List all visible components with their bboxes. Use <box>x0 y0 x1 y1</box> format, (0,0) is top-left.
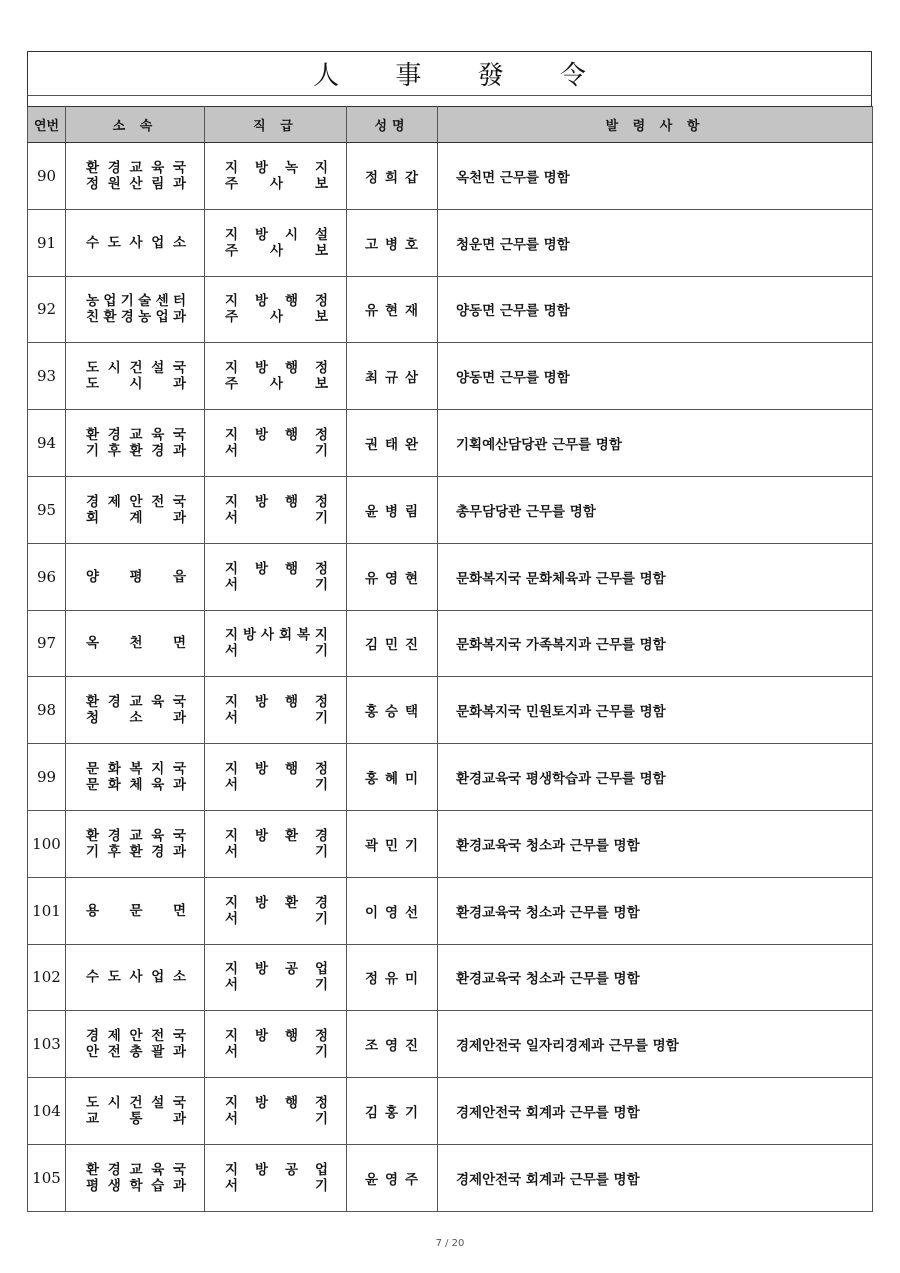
personnel-order-sheet <box>27 51 872 1212</box>
cell-dept-line: 환 경 교 육 국 <box>86 694 186 711</box>
cell-grade-line: 지 방 녹 지 <box>225 159 328 176</box>
cell-grade-line: 주 사 보 <box>225 242 328 259</box>
cell-no: 90 <box>28 143 66 210</box>
cell-dept-line: 도 시 건 설 국 <box>86 1095 186 1112</box>
cell-dept-line: 교 통 과 <box>86 1111 186 1128</box>
cell-grade-line: 지 방 환 경 <box>225 894 328 911</box>
cell-grade-line: 지 방 공 업 <box>225 1161 328 1178</box>
cell-order: 문화복지국 민원토지과 근무를 명함 <box>438 677 873 744</box>
cell-grade-line: 서 기 <box>225 843 328 860</box>
cell-no: 95 <box>28 476 66 543</box>
cell-order: 환경교육국 청소과 근무를 명함 <box>438 877 873 944</box>
cell-dept <box>66 1144 205 1211</box>
cell-grade <box>205 677 347 744</box>
cell-order: 경제안전국 일자리경제과 근무를 명함 <box>438 1011 873 1078</box>
cell-dept-line: 청 소 과 <box>86 710 186 727</box>
table-row <box>28 476 873 543</box>
cell-no: 102 <box>28 944 66 1011</box>
cell-dept-line: 기 후 환 경 과 <box>86 843 186 860</box>
cell-dept <box>66 143 205 210</box>
cell-dept-line: 기 후 환 경 과 <box>86 443 186 460</box>
cell-dept-line: 환 경 교 육 국 <box>86 827 186 844</box>
cell-name: 김홍기 <box>347 1078 438 1145</box>
cell-grade <box>205 343 347 410</box>
table-row <box>28 209 873 276</box>
cell-grade-line: 주 사 보 <box>225 376 328 393</box>
title-box <box>27 51 872 96</box>
cell-grade-line: 서 기 <box>225 576 328 593</box>
cell-dept-line: 정 원 산 림 과 <box>86 175 186 192</box>
table-row <box>28 944 873 1011</box>
table-row <box>28 143 873 210</box>
cell-no: 96 <box>28 543 66 610</box>
cell-no: 105 <box>28 1144 66 1211</box>
cell-grade-line: 지 방 행 정 <box>225 1095 328 1112</box>
cell-name: 정유미 <box>347 944 438 1011</box>
document-title: 人 事 發 令 <box>313 61 610 91</box>
cell-name: 고병호 <box>347 209 438 276</box>
cell-order: 기획예산담당관 근무를 명함 <box>438 410 873 477</box>
cell-name: 홍혜미 <box>347 744 438 811</box>
cell-dept-line: 수 도 사 업 소 <box>86 234 186 251</box>
cell-order: 환경교육국 평생학습과 근무를 명함 <box>438 744 873 811</box>
cell-dept <box>66 877 205 944</box>
cell-grade-line: 지 방 시 설 <box>225 226 328 243</box>
cell-order: 환경교육국 청소과 근무를 명함 <box>438 944 873 1011</box>
cell-grade <box>205 944 347 1011</box>
cell-name: 홍승택 <box>347 677 438 744</box>
cell-no: 98 <box>28 677 66 744</box>
cell-grade-line: 서 기 <box>225 777 328 794</box>
cell-dept-line: 도 시 과 <box>86 376 186 393</box>
cell-grade <box>205 1078 347 1145</box>
cell-dept-line: 농 업 기 술 센 터 <box>86 293 186 310</box>
cell-dept-line: 경 제 안 전 국 <box>86 493 186 510</box>
cell-grade <box>205 209 347 276</box>
table-row <box>28 877 873 944</box>
cell-grade <box>205 810 347 877</box>
cell-dept-line: 수 도 사 업 소 <box>86 969 186 986</box>
cell-grade <box>205 143 347 210</box>
cell-dept-line: 경 제 안 전 국 <box>86 1028 186 1045</box>
cell-dept-line: 환 경 교 육 국 <box>86 159 186 176</box>
cell-no: 94 <box>28 410 66 477</box>
table-row <box>28 1078 873 1145</box>
cell-dept <box>66 1011 205 1078</box>
cell-order: 총무담당관 근무를 명함 <box>438 476 873 543</box>
cell-order: 문화복지국 문화체육과 근무를 명함 <box>438 543 873 610</box>
header-grade: 직 급 <box>205 107 347 143</box>
cell-name: 이영선 <box>347 877 438 944</box>
cell-grade-line: 지 방 행 정 <box>225 694 328 711</box>
header-dept: 소 속 <box>66 107 205 143</box>
cell-dept <box>66 677 205 744</box>
cell-dept-line: 양 평 읍 <box>86 568 186 585</box>
cell-grade-line: 지 방 행 정 <box>225 1028 328 1045</box>
cell-dept-line: 도 시 건 설 국 <box>86 360 186 377</box>
cell-name: 정희갑 <box>347 143 438 210</box>
cell-name: 유현재 <box>347 276 438 343</box>
table-row <box>28 276 873 343</box>
cell-grade <box>205 543 347 610</box>
cell-grade <box>205 610 347 677</box>
table-row <box>28 744 873 811</box>
cell-no: 104 <box>28 1078 66 1145</box>
cell-dept <box>66 276 205 343</box>
header-order: 발 령 사 항 <box>438 107 873 143</box>
cell-order: 청운면 근무를 명함 <box>438 209 873 276</box>
cell-no: 92 <box>28 276 66 343</box>
cell-name: 곽민기 <box>347 810 438 877</box>
cell-no: 99 <box>28 744 66 811</box>
cell-name: 최규삼 <box>347 343 438 410</box>
cell-grade-line: 서 기 <box>225 910 328 927</box>
cell-dept-line: 환 경 교 육 국 <box>86 427 186 444</box>
cell-dept <box>66 810 205 877</box>
cell-grade-line: 지 방 행 정 <box>225 493 328 510</box>
spacer-row <box>27 96 872 106</box>
cell-no: 97 <box>28 610 66 677</box>
cell-grade <box>205 1144 347 1211</box>
cell-grade <box>205 744 347 811</box>
cell-dept-line: 친 환 경 농 업 과 <box>86 309 186 326</box>
cell-dept-line: 문 화 체 육 과 <box>86 777 186 794</box>
cell-dept-line: 옥 천 면 <box>86 635 186 652</box>
cell-dept <box>66 343 205 410</box>
cell-dept-line: 안 전 총 괄 과 <box>86 1044 186 1061</box>
cell-grade <box>205 410 347 477</box>
cell-grade-line: 지 방 행 정 <box>225 761 328 778</box>
cell-dept <box>66 476 205 543</box>
cell-dept-line: 회 계 과 <box>86 509 186 526</box>
cell-grade <box>205 877 347 944</box>
cell-dept-line: 문 화 복 지 국 <box>86 761 186 778</box>
cell-dept <box>66 410 205 477</box>
cell-grade-line: 서 기 <box>225 443 328 460</box>
cell-grade <box>205 476 347 543</box>
cell-order: 문화복지국 가족복지과 근무를 명함 <box>438 610 873 677</box>
header-no: 연번 <box>28 107 66 143</box>
cell-order: 양동면 근무를 명함 <box>438 276 873 343</box>
cell-grade-line: 서 기 <box>225 643 328 660</box>
cell-grade-line: 서 기 <box>225 1177 328 1194</box>
cell-no: 93 <box>28 343 66 410</box>
cell-name: 김민진 <box>347 610 438 677</box>
table-header-row <box>28 107 873 143</box>
cell-grade-line: 지 방 행 정 <box>225 427 328 444</box>
cell-order: 경제안전국 회계과 근무를 명함 <box>438 1144 873 1211</box>
table-row <box>28 343 873 410</box>
cell-grade-line: 서 기 <box>225 710 328 727</box>
cell-dept <box>66 944 205 1011</box>
cell-grade-line: 서 기 <box>225 977 328 994</box>
table-row <box>28 1011 873 1078</box>
table-row <box>28 410 873 477</box>
cell-grade-line: 지 방 사 회 복 지 <box>225 627 328 644</box>
cell-grade-line: 주 사 보 <box>225 309 328 326</box>
cell-name: 윤병림 <box>347 476 438 543</box>
cell-dept <box>66 543 205 610</box>
cell-no: 91 <box>28 209 66 276</box>
cell-order: 경제안전국 회계과 근무를 명함 <box>438 1078 873 1145</box>
cell-order: 환경교육국 청소과 근무를 명함 <box>438 810 873 877</box>
cell-name: 유영현 <box>347 543 438 610</box>
cell-grade <box>205 276 347 343</box>
cell-name: 권태완 <box>347 410 438 477</box>
cell-grade-line: 서 기 <box>225 509 328 526</box>
cell-grade-line: 지 방 행 정 <box>225 293 328 310</box>
cell-grade-line: 주 사 보 <box>225 175 328 192</box>
header-name: 성명 <box>347 107 438 143</box>
cell-order: 양동면 근무를 명함 <box>438 343 873 410</box>
cell-name: 조영진 <box>347 1011 438 1078</box>
cell-dept <box>66 1078 205 1145</box>
cell-dept-line: 용 문 면 <box>86 902 186 919</box>
cell-no: 103 <box>28 1011 66 1078</box>
cell-grade-line: 지 방 공 업 <box>225 961 328 978</box>
table-row <box>28 610 873 677</box>
cell-dept <box>66 610 205 677</box>
cell-grade-line: 서 기 <box>225 1111 328 1128</box>
cell-grade-line: 지 방 행 정 <box>225 560 328 577</box>
cell-name: 윤영주 <box>347 1144 438 1211</box>
cell-grade-line: 지 방 행 정 <box>225 360 328 377</box>
cell-no: 100 <box>28 810 66 877</box>
table-row <box>28 1144 873 1211</box>
cell-grade-line: 서 기 <box>225 1044 328 1061</box>
cell-grade-line: 지 방 환 경 <box>225 827 328 844</box>
cell-dept <box>66 744 205 811</box>
page-number: 7 / 20 <box>435 1238 465 1249</box>
table-row <box>28 543 873 610</box>
cell-no: 101 <box>28 877 66 944</box>
cell-dept <box>66 209 205 276</box>
personnel-table <box>27 106 873 1212</box>
table-row <box>28 810 873 877</box>
table-row <box>28 677 873 744</box>
cell-order: 옥천면 근무를 명함 <box>438 143 873 210</box>
cell-grade <box>205 1011 347 1078</box>
cell-dept-line: 평 생 학 습 과 <box>86 1177 186 1194</box>
cell-dept-line: 환 경 교 육 국 <box>86 1161 186 1178</box>
